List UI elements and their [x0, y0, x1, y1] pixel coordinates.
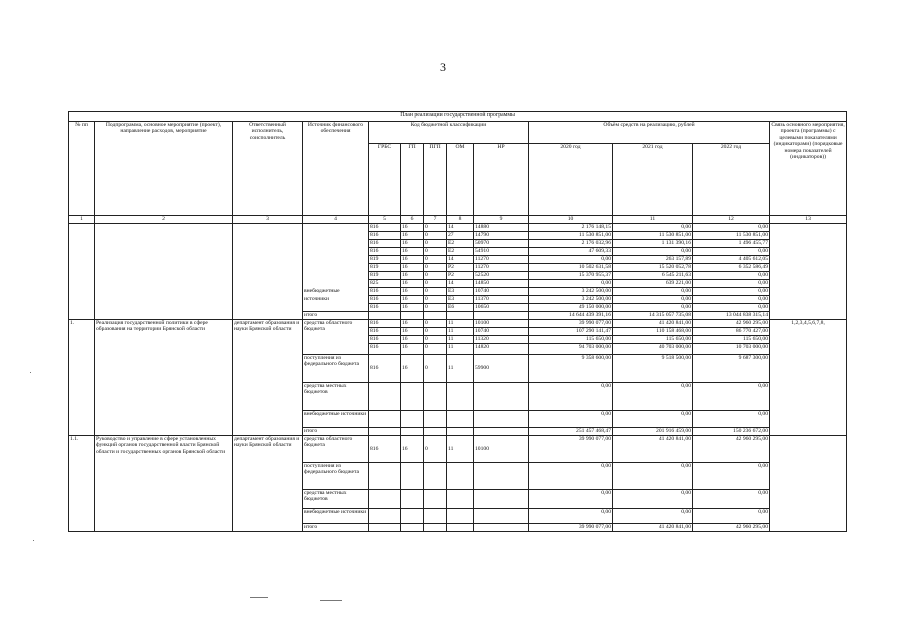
- column-number: 8: [447, 216, 474, 224]
- value-2021: 41 420 841,00: [613, 436, 693, 463]
- header-source: Источник финансового обеспечения: [303, 122, 369, 216]
- indicator-links: [770, 436, 847, 532]
- code-empty: [447, 383, 474, 411]
- code-empty: [424, 428, 447, 436]
- value-2021: 110 158 468,00: [613, 328, 693, 336]
- code-pgp: 0: [424, 272, 447, 280]
- column-number: 2: [95, 216, 233, 224]
- source-cell: итого: [303, 524, 369, 532]
- code-empty: [401, 411, 424, 428]
- value-2020: 39 990 077,00: [529, 320, 613, 328]
- value-2021: 0,00: [613, 304, 693, 312]
- source-cell: поступления из федерального бюджета: [303, 355, 369, 383]
- code-empty: [447, 312, 474, 320]
- value-2021: 41 420 841,00: [613, 320, 693, 328]
- value-2022: 0,00: [693, 509, 770, 524]
- code-nr: 11270: [474, 264, 529, 272]
- value-2020: 0,00: [529, 490, 613, 509]
- column-number: 4: [303, 216, 369, 224]
- value-2022: 4 405 612,05: [693, 256, 770, 264]
- source-cell: [303, 232, 369, 240]
- source-cell: средства областного бюджета: [303, 320, 369, 355]
- code-nr: 59900: [474, 355, 529, 383]
- code-nr: 14850: [474, 280, 529, 288]
- header-responsible: Ответственный исполнитель, соисполнитель: [233, 122, 303, 216]
- header-grbs: ГРБС: [369, 144, 401, 216]
- source-cell: [303, 280, 369, 288]
- value-2021: 0,00: [613, 383, 693, 411]
- value-2020: 0,00: [529, 509, 613, 524]
- code-nr: 10740: [474, 328, 529, 336]
- table-row: [69, 224, 847, 232]
- value-2021: 11 530 851,00: [613, 232, 693, 240]
- code-om: 11: [447, 328, 474, 336]
- code-empty: [401, 490, 424, 509]
- code-empty: [447, 524, 474, 532]
- value-2020: 0,00: [529, 383, 613, 411]
- source-cell: итого: [303, 312, 369, 320]
- source-cell: средства местных бюджетов: [303, 383, 369, 411]
- source-cell: поступления из федерального бюджета: [303, 463, 369, 490]
- code-om: 14: [447, 280, 474, 288]
- value-2020: 2 176 148,15: [529, 224, 613, 232]
- code-empty: [369, 524, 401, 532]
- code-gp: 16: [401, 320, 424, 328]
- code-pgp: 0: [424, 264, 447, 272]
- value-2020: 0,00: [529, 280, 613, 288]
- cont-name-cell: [95, 224, 233, 320]
- code-pgp: 0: [424, 436, 447, 463]
- code-gp: 16: [401, 224, 424, 232]
- code-gp: 16: [401, 232, 424, 240]
- value-2021: 14 315 057 735,08: [613, 312, 693, 320]
- code-nr: 50970: [474, 240, 529, 248]
- code-nr: 10650: [474, 304, 529, 312]
- value-2022: 0,00: [693, 383, 770, 411]
- code-om: E2: [447, 240, 474, 248]
- source-cell: [303, 256, 369, 264]
- value-2022: 0,00: [693, 296, 770, 304]
- code-nr: 52520: [474, 272, 529, 280]
- code-om: 11: [447, 320, 474, 328]
- code-om: E6: [447, 304, 474, 312]
- table-row: [69, 436, 847, 463]
- row-number: 1.1.: [69, 436, 95, 532]
- code-empty: [447, 463, 474, 490]
- scan-speck: [33, 540, 34, 541]
- code-grbs: 816: [369, 224, 401, 232]
- code-grbs: 816: [369, 240, 401, 248]
- header-2020: 2020 год: [529, 144, 613, 216]
- header-budget-code: Код бюджетной классификации: [369, 122, 529, 144]
- code-grbs: 816: [369, 355, 401, 383]
- value-2022: 0,00: [693, 411, 770, 428]
- value-2020: 47 609,33: [529, 248, 613, 256]
- code-nr: 11370: [474, 296, 529, 304]
- code-grbs: 816: [369, 296, 401, 304]
- code-empty: [424, 490, 447, 509]
- code-empty: [424, 463, 447, 490]
- code-grbs: 816: [369, 328, 401, 336]
- value-2021: 0,00: [613, 224, 693, 232]
- program-plan-table: [68, 111, 847, 532]
- value-2022: 13 044 838 315,14: [693, 312, 770, 320]
- value-2022: 42 960 295,00: [693, 436, 770, 463]
- code-gp: 16: [401, 240, 424, 248]
- source-cell: [303, 224, 369, 232]
- value-2022: 6 352 586,49: [693, 264, 770, 272]
- column-number: 1: [69, 216, 95, 224]
- value-2020: 94 703 000,00: [529, 344, 613, 355]
- source-cell: внебюджетные: [303, 288, 369, 296]
- code-nr: 10740: [474, 288, 529, 296]
- source-cell: внебюджетные источники: [303, 411, 369, 428]
- code-pgp: 0: [424, 336, 447, 344]
- code-empty: [369, 428, 401, 436]
- header-nr: НР: [474, 144, 529, 216]
- value-2022: 0,00: [693, 463, 770, 490]
- code-pgp: 0: [424, 224, 447, 232]
- value-2022: 0,00: [693, 490, 770, 509]
- code-pgp: 0: [424, 240, 447, 248]
- header-gp: ГП: [401, 144, 424, 216]
- code-nr: 14880: [474, 224, 529, 232]
- code-empty: [474, 411, 529, 428]
- value-2022: 86 770 427,00: [693, 328, 770, 336]
- code-om: 11: [447, 436, 474, 463]
- source-cell: [303, 304, 369, 312]
- source-cell: источники: [303, 296, 369, 304]
- header-2022: 2022 год: [693, 144, 770, 216]
- code-gp: 16: [401, 280, 424, 288]
- code-pgp: 0: [424, 296, 447, 304]
- value-2021: 15 520 052,78: [613, 264, 693, 272]
- column-number: 7: [424, 216, 447, 224]
- value-2020: 9 358 600,00: [529, 355, 613, 383]
- code-empty: [424, 411, 447, 428]
- code-grbs: 816: [369, 248, 401, 256]
- value-2020: 251 457 468,47: [529, 428, 613, 436]
- cont-resp-cell: [233, 224, 303, 320]
- source-cell: [303, 248, 369, 256]
- value-2021: 0,00: [613, 490, 693, 509]
- value-2020: 39 990 077,00: [529, 524, 613, 532]
- value-2020: 0,00: [529, 463, 613, 490]
- code-om: 11: [447, 355, 474, 383]
- code-gp: 16: [401, 436, 424, 463]
- code-om: 14: [447, 224, 474, 232]
- indicator-links: 1,2,3,4,5,6,7,8,: [770, 320, 847, 436]
- code-empty: [401, 463, 424, 490]
- code-om: E3: [447, 296, 474, 304]
- value-2021: 0,00: [613, 296, 693, 304]
- code-pgp: 0: [424, 344, 447, 355]
- code-pgp: 0: [424, 355, 447, 383]
- value-2021: 40 703 000,00: [613, 344, 693, 355]
- code-gp: 16: [401, 288, 424, 296]
- value-2020: 0,00: [529, 411, 613, 428]
- code-nr: 14820: [474, 344, 529, 355]
- header-2021: 2021 год: [613, 144, 693, 216]
- code-nr: 11320: [474, 336, 529, 344]
- value-2022: 0,00: [693, 304, 770, 312]
- source-cell: средства областного бюджета: [303, 436, 369, 463]
- code-gp: 16: [401, 296, 424, 304]
- code-pgp: 0: [424, 288, 447, 296]
- value-2021: 0,00: [613, 509, 693, 524]
- value-2022: 0,00: [693, 248, 770, 256]
- code-om: 14: [447, 256, 474, 264]
- program-plan-table-wrap: [68, 111, 846, 532]
- code-grbs: 816: [369, 344, 401, 355]
- code-nr: 11270: [474, 256, 529, 264]
- code-pgp: 0: [424, 232, 447, 240]
- value-2021: 9 518 500,00: [613, 355, 693, 383]
- code-pgp: 0: [424, 256, 447, 264]
- table-row: [69, 320, 847, 328]
- page-number: 3: [440, 60, 446, 74]
- value-2020: 10 502 631,58: [529, 264, 613, 272]
- value-2020: 0,00: [529, 256, 613, 264]
- value-2022: 0,00: [693, 280, 770, 288]
- code-gp: 16: [401, 336, 424, 344]
- value-2021: 115 650,00: [613, 336, 693, 344]
- code-grbs: 816: [369, 320, 401, 328]
- column-number: 12: [693, 216, 770, 224]
- value-2021: 263 157,89: [613, 256, 693, 264]
- code-empty: [447, 411, 474, 428]
- value-2021: 41 420 841,00: [613, 524, 693, 532]
- code-empty: [447, 490, 474, 509]
- code-grbs: 819: [369, 272, 401, 280]
- value-2020: 11 530 851,00: [529, 232, 613, 240]
- value-2022: 150 236 672,00: [693, 428, 770, 436]
- column-number: 9: [474, 216, 529, 224]
- code-empty: [474, 428, 529, 436]
- measure-name: Руководство и управление в сфере установленных функций органов государственной власти Брянской области и государственных органов Брянской области: [95, 436, 233, 532]
- code-om: E2: [447, 248, 474, 256]
- code-empty: [369, 312, 401, 320]
- code-grbs: 825: [369, 280, 401, 288]
- cont-num-cell: [69, 224, 95, 320]
- header-num: № пп: [69, 122, 95, 216]
- header-om: ОМ: [447, 144, 474, 216]
- code-nr: 10100: [474, 320, 529, 328]
- value-2022: 0,00: [693, 224, 770, 232]
- code-nr: 10100: [474, 436, 529, 463]
- code-empty: [447, 509, 474, 524]
- code-empty: [424, 383, 447, 411]
- value-2021: 0,00: [613, 411, 693, 428]
- header-link: Связь основного мероприятия, проекта (программы) с целевыми показателями (индикаторами) (порядковые номера показателей (индикаторов)): [770, 122, 847, 216]
- code-pgp: 0: [424, 280, 447, 288]
- column-number: 6: [401, 216, 424, 224]
- value-2021: 0,00: [613, 463, 693, 490]
- code-gp: 16: [401, 355, 424, 383]
- code-empty: [474, 524, 529, 532]
- value-2020: 49 150 000,00: [529, 304, 613, 312]
- scan-speck: [250, 597, 268, 598]
- value-2020: 2 176 032,96: [529, 240, 613, 248]
- source-cell: [303, 240, 369, 248]
- code-empty: [424, 524, 447, 532]
- column-number: 5: [369, 216, 401, 224]
- value-2021: 6 545 211,63: [613, 272, 693, 280]
- column-number: 10: [529, 216, 613, 224]
- value-2021: 0,00: [613, 288, 693, 296]
- code-om: 11: [447, 336, 474, 344]
- code-grbs: 819: [369, 256, 401, 264]
- code-gp: 16: [401, 264, 424, 272]
- value-2022: 1 496 455,77: [693, 240, 770, 248]
- code-om: E3: [447, 288, 474, 296]
- value-2020: 3 242 500,00: [529, 288, 613, 296]
- code-empty: [369, 490, 401, 509]
- code-grbs: 816: [369, 232, 401, 240]
- row-number: 1.: [69, 320, 95, 436]
- code-empty: [401, 312, 424, 320]
- header-volume: Объём средств на реализацию, рублей: [529, 122, 770, 144]
- value-2022: 0,00: [693, 288, 770, 296]
- value-2021: 201 916 459,00: [613, 428, 693, 436]
- code-gp: 16: [401, 248, 424, 256]
- scan-speck: [320, 600, 342, 601]
- code-gp: 16: [401, 256, 424, 264]
- code-om: 11: [447, 344, 474, 355]
- value-2022: 9 687 300,00: [693, 355, 770, 383]
- source-cell: внебюджетные источники: [303, 509, 369, 524]
- code-empty: [474, 312, 529, 320]
- code-empty: [447, 428, 474, 436]
- value-2022: 10 703 000,00: [693, 344, 770, 355]
- code-grbs: 816: [369, 288, 401, 296]
- code-om: P2: [447, 264, 474, 272]
- code-empty: [369, 463, 401, 490]
- code-gp: 16: [401, 304, 424, 312]
- code-gp: 16: [401, 328, 424, 336]
- code-pgp: 0: [424, 320, 447, 328]
- header-subprogram: Подпрограмма, основное мероприятие (проект), направление расходов, мероприятие: [95, 122, 233, 216]
- value-2022: 42 960 295,00: [693, 524, 770, 532]
- value-2020: 15 370 955,37: [529, 272, 613, 280]
- code-grbs: 816: [369, 336, 401, 344]
- code-empty: [474, 383, 529, 411]
- code-grbs: 816: [369, 304, 401, 312]
- value-2020: 107 290 141,47: [529, 328, 613, 336]
- code-nr: 54910: [474, 248, 529, 256]
- code-empty: [424, 509, 447, 524]
- column-number: 3: [233, 216, 303, 224]
- code-empty: [401, 428, 424, 436]
- source-cell: средства местных бюджетов: [303, 490, 369, 509]
- table-title: План реализации государственной программы: [69, 112, 847, 122]
- header-pgp: ПГП: [424, 144, 447, 216]
- code-grbs: 819: [369, 264, 401, 272]
- responsible: департамент образования и науки Брянской области: [233, 436, 303, 532]
- value-2021: 0,00: [613, 248, 693, 256]
- code-gp: 16: [401, 272, 424, 280]
- value-2022: 0,00: [693, 272, 770, 280]
- code-pgp: 0: [424, 328, 447, 336]
- code-pgp: 0: [424, 304, 447, 312]
- code-empty: [401, 524, 424, 532]
- scan-speck: [30, 372, 31, 373]
- code-pgp: 0: [424, 248, 447, 256]
- value-2020: 39 990 077,00: [529, 436, 613, 463]
- column-number: 13: [770, 216, 847, 224]
- measure-name: Реализация государственной политики в сфере образования на территории Брянской области: [95, 320, 233, 436]
- source-cell: итого: [303, 428, 369, 436]
- code-empty: [474, 490, 529, 509]
- value-2020: 14 644 439 391,16: [529, 312, 613, 320]
- value-2021: 639 221,00: [613, 280, 693, 288]
- code-empty: [474, 463, 529, 490]
- code-empty: [401, 383, 424, 411]
- code-empty: [424, 312, 447, 320]
- value-2022: 42 960 295,00: [693, 320, 770, 328]
- value-2022: 115 650,00: [693, 336, 770, 344]
- column-numbers-row: [69, 216, 847, 224]
- code-om: P2: [447, 272, 474, 280]
- code-empty: [369, 411, 401, 428]
- value-2021: 1 131 390,16: [613, 240, 693, 248]
- responsible: департамент образования и науки Брянской области: [233, 320, 303, 436]
- column-number: 11: [613, 216, 693, 224]
- link-cell: [770, 224, 847, 320]
- code-om: 27: [447, 232, 474, 240]
- value-2020: 115 650,00: [529, 336, 613, 344]
- code-empty: [474, 509, 529, 524]
- value-2020: 3 242 500,00: [529, 296, 613, 304]
- source-cell: [303, 264, 369, 272]
- code-empty: [369, 509, 401, 524]
- code-grbs: 816: [369, 436, 401, 463]
- code-empty: [401, 509, 424, 524]
- code-empty: [369, 383, 401, 411]
- code-gp: 16: [401, 344, 424, 355]
- value-2022: 11 530 851,00: [693, 232, 770, 240]
- source-cell: [303, 272, 369, 280]
- code-nr: 14790: [474, 232, 529, 240]
